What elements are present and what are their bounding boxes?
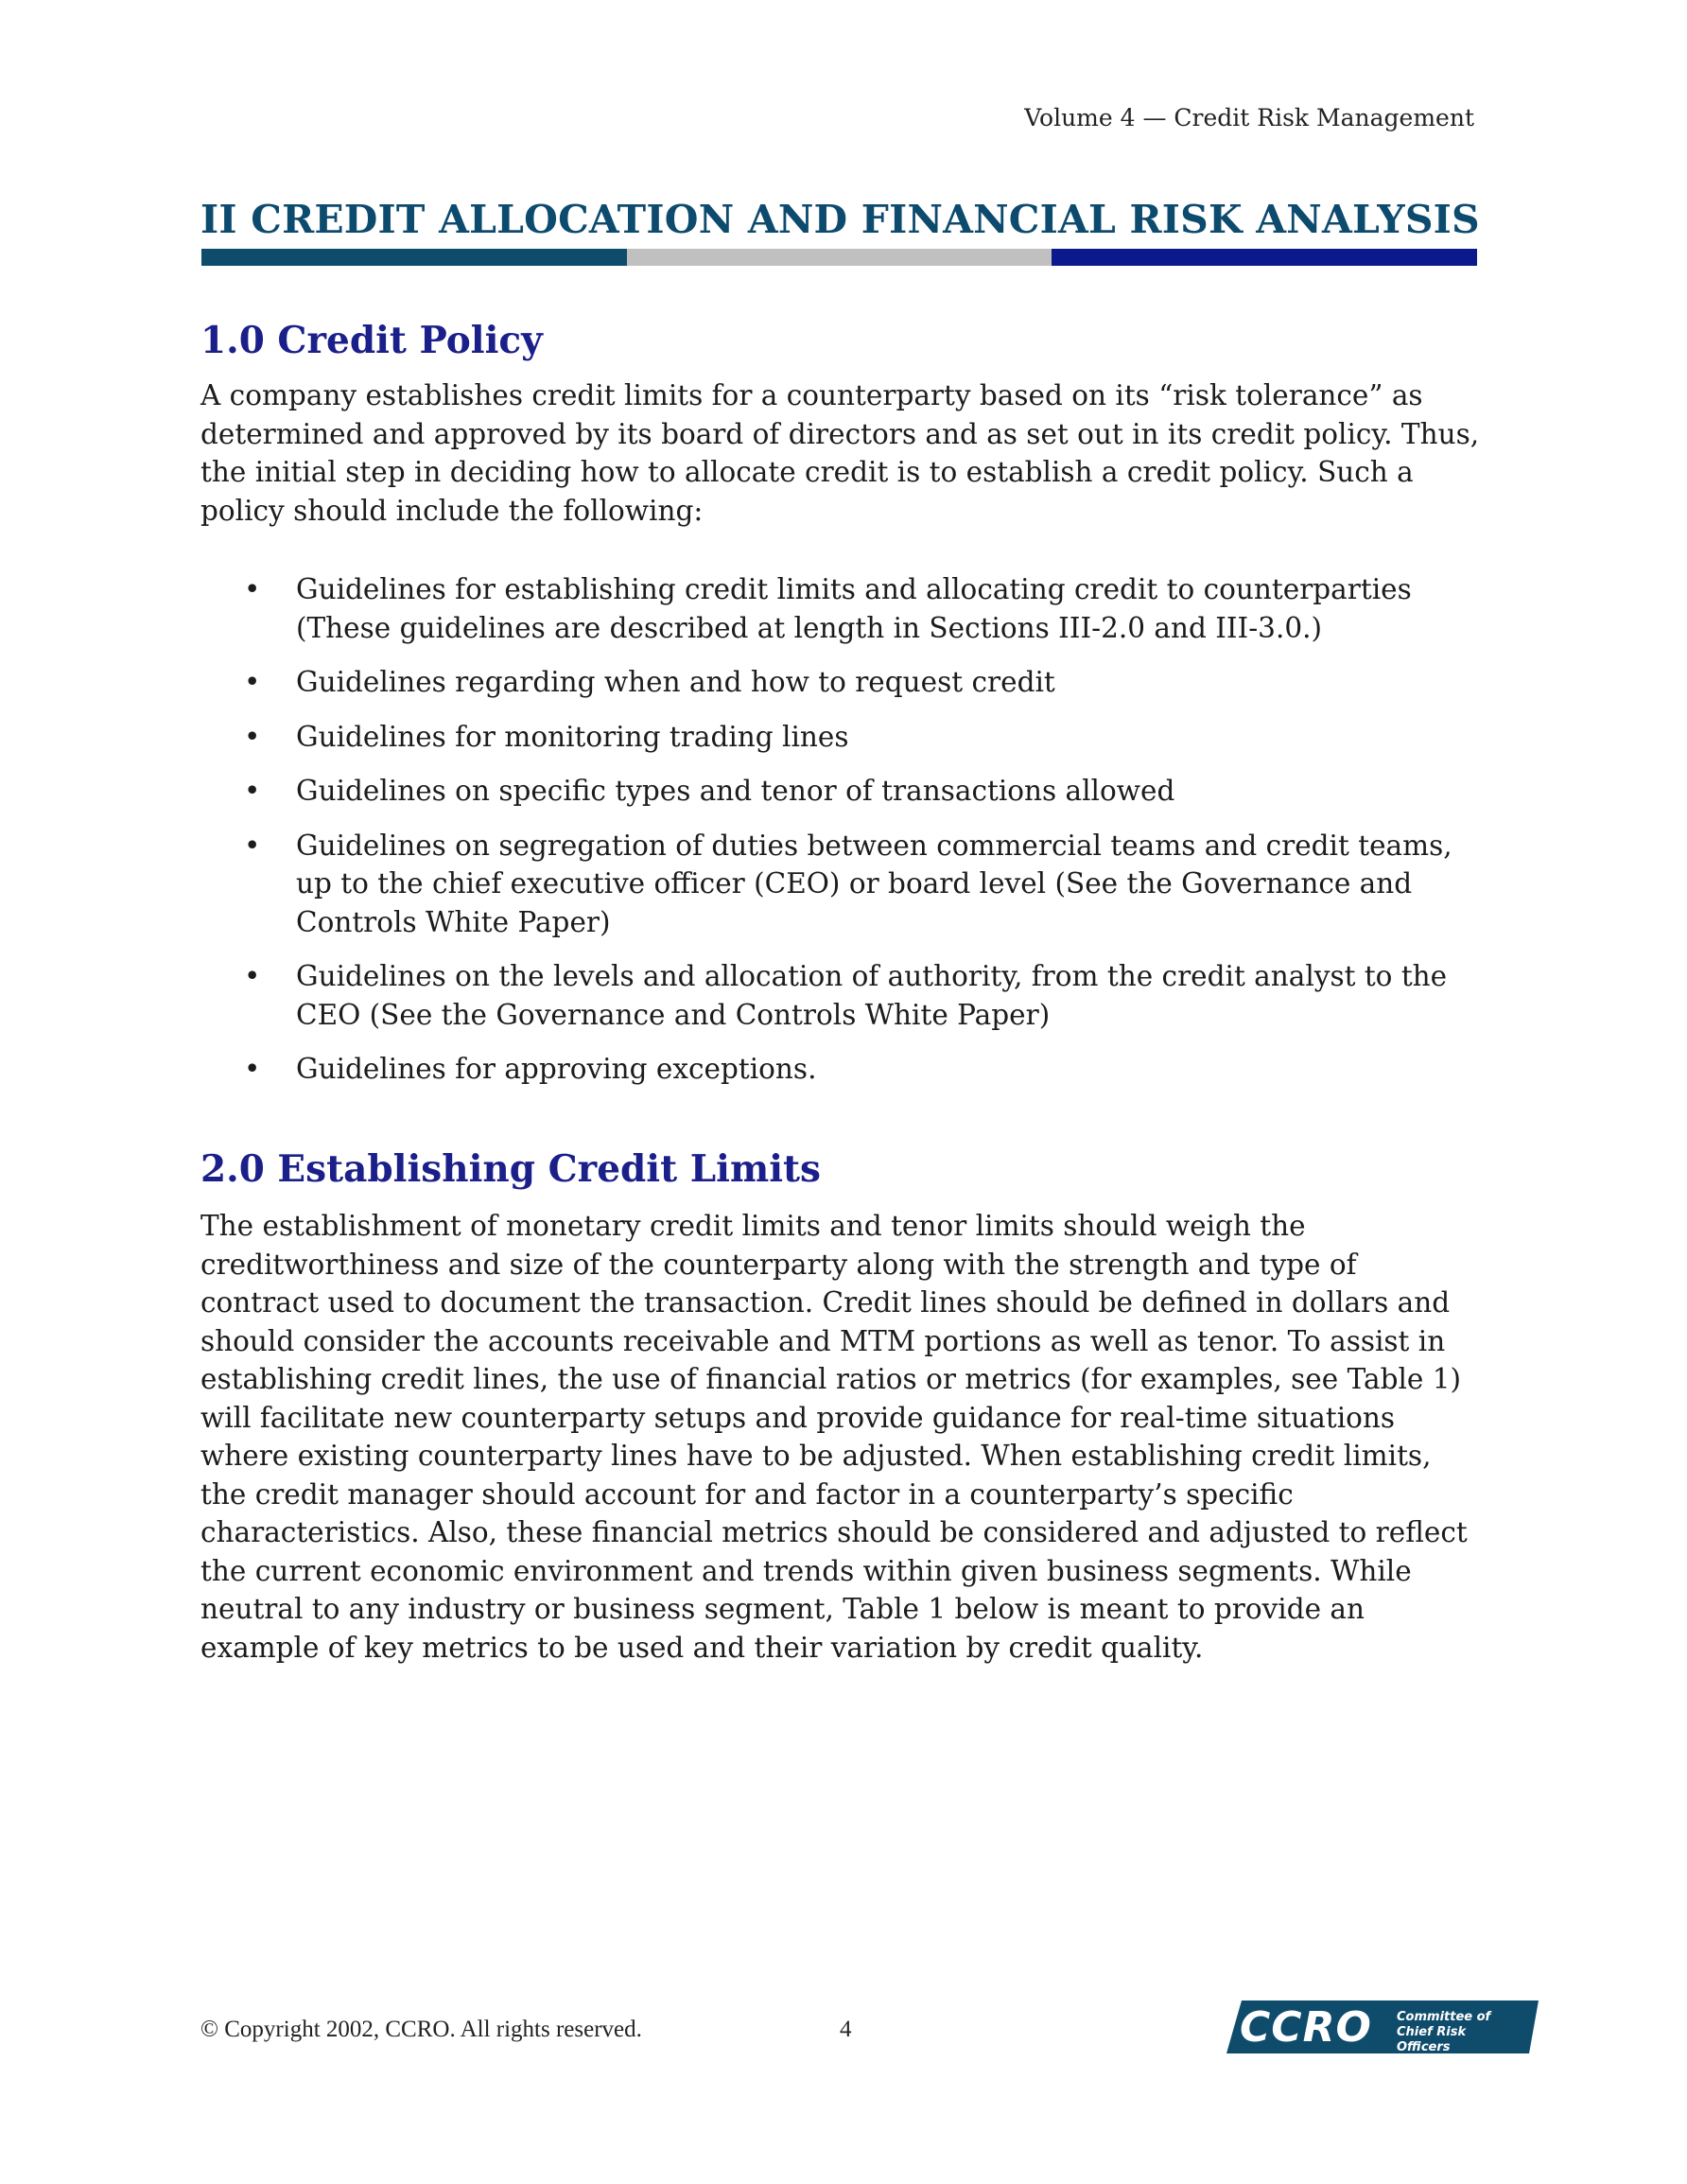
bullet-icon: • (244, 666, 261, 698)
bullet-icon: • (244, 829, 261, 862)
list-item (200, 570, 1483, 647)
bullet-icon: • (244, 775, 261, 807)
list-item (200, 718, 1483, 757)
chapter-title: II CREDIT ALLOCATION AND FINANCIAL RISK ANALYSIS (200, 197, 1480, 242)
list-item-text: Guidelines on specific types and tenor of transactions allowed (296, 775, 1175, 807)
title-rule-segment-2 (627, 249, 1052, 266)
ccro-logo (1226, 2001, 1539, 2053)
section-heading-establishing-credit-limits: 2.0 Establishing Credit Limits (200, 1147, 821, 1191)
list-item (200, 663, 1483, 702)
logo-wordmark: CCRO (1240, 2003, 1372, 2052)
section-heading-credit-policy: 1.0 Credit Policy (200, 319, 543, 362)
list-item-text: Guidelines on segregation of duties between commercial teams and credit teams, up to the chief executive officer (CEO) or board level (See the Governance and Controls White Paper) (296, 829, 1452, 938)
list-item (200, 957, 1483, 1034)
footer-copyright: © Copyright 2002, CCRO. All rights reserved. (200, 2017, 642, 2042)
title-rule-segment-3 (1052, 249, 1477, 266)
list-item-text: Guidelines on the levels and allocation of authority, from the credit analyst to the CEO (See the Governance and Controls White Paper) (296, 960, 1448, 1031)
title-rule-segment-1 (201, 249, 627, 266)
bullet-icon: • (244, 573, 261, 605)
list-item (200, 1050, 1483, 1089)
credit-policy-bullet-list (200, 570, 1483, 1105)
logo-tagline: Committee of Chief Risk Officers (1397, 2010, 1491, 2054)
bullet-icon: • (244, 1053, 261, 1085)
title-rule (201, 249, 1477, 266)
bullet-icon: • (244, 960, 261, 992)
list-item (200, 772, 1483, 811)
bullet-icon: • (244, 720, 261, 753)
list-item-text: Guidelines for establishing credit limits and allocating credit to counterparties (These guidelines are described at length in Sections III-2.0 and III-3.0.) (296, 573, 1412, 644)
list-item-text: Guidelines for monitoring trading lines (296, 720, 849, 753)
list-item-text: Guidelines for approving exceptions. (296, 1053, 817, 1085)
list-item (200, 827, 1483, 942)
running-header: Volume 4 — Credit Risk Management (1024, 104, 1474, 131)
page-number: 4 (840, 2017, 852, 2042)
credit-policy-intro: A company establishes credit limits for a counterparty based on its “risk tolerance” as determined and approved by its board of directors and as set out in its credit policy. Thus, the initial step in deciding how to allocate credit is to establish a credit policy. Such a policy should include the following: (200, 379, 1480, 527)
list-item-text: Guidelines regarding when and how to request credit (296, 666, 1055, 698)
establishing-credit-limits-body: The establishment of monetary credit limits and tenor limits should weigh the creditworthiness and size of the counterparty along with the strength and type of contract used to document the transaction. Credit lines should be defined in dollars and should consider the accounts receivable and MTM portions as well as tenor. To assist in establishing credit lines, the use of financial ratios or metrics (for examples, see Table 1) will facilitate new counterparty setups and provide guidance for real-time situations where existing counterparty lines have to be adjusted. When establishing credit limits, the credit manager should account for and factor in a counterparty’s specific characteristics. Also, these financial metrics should be considered and adjusted to reflect the current economic environment and trends within given business segments. While neutral to any industry or business segment, Table 1 below is meant to provide an example of key metrics to be used and their variation by credit quality. (200, 1210, 1468, 1664)
